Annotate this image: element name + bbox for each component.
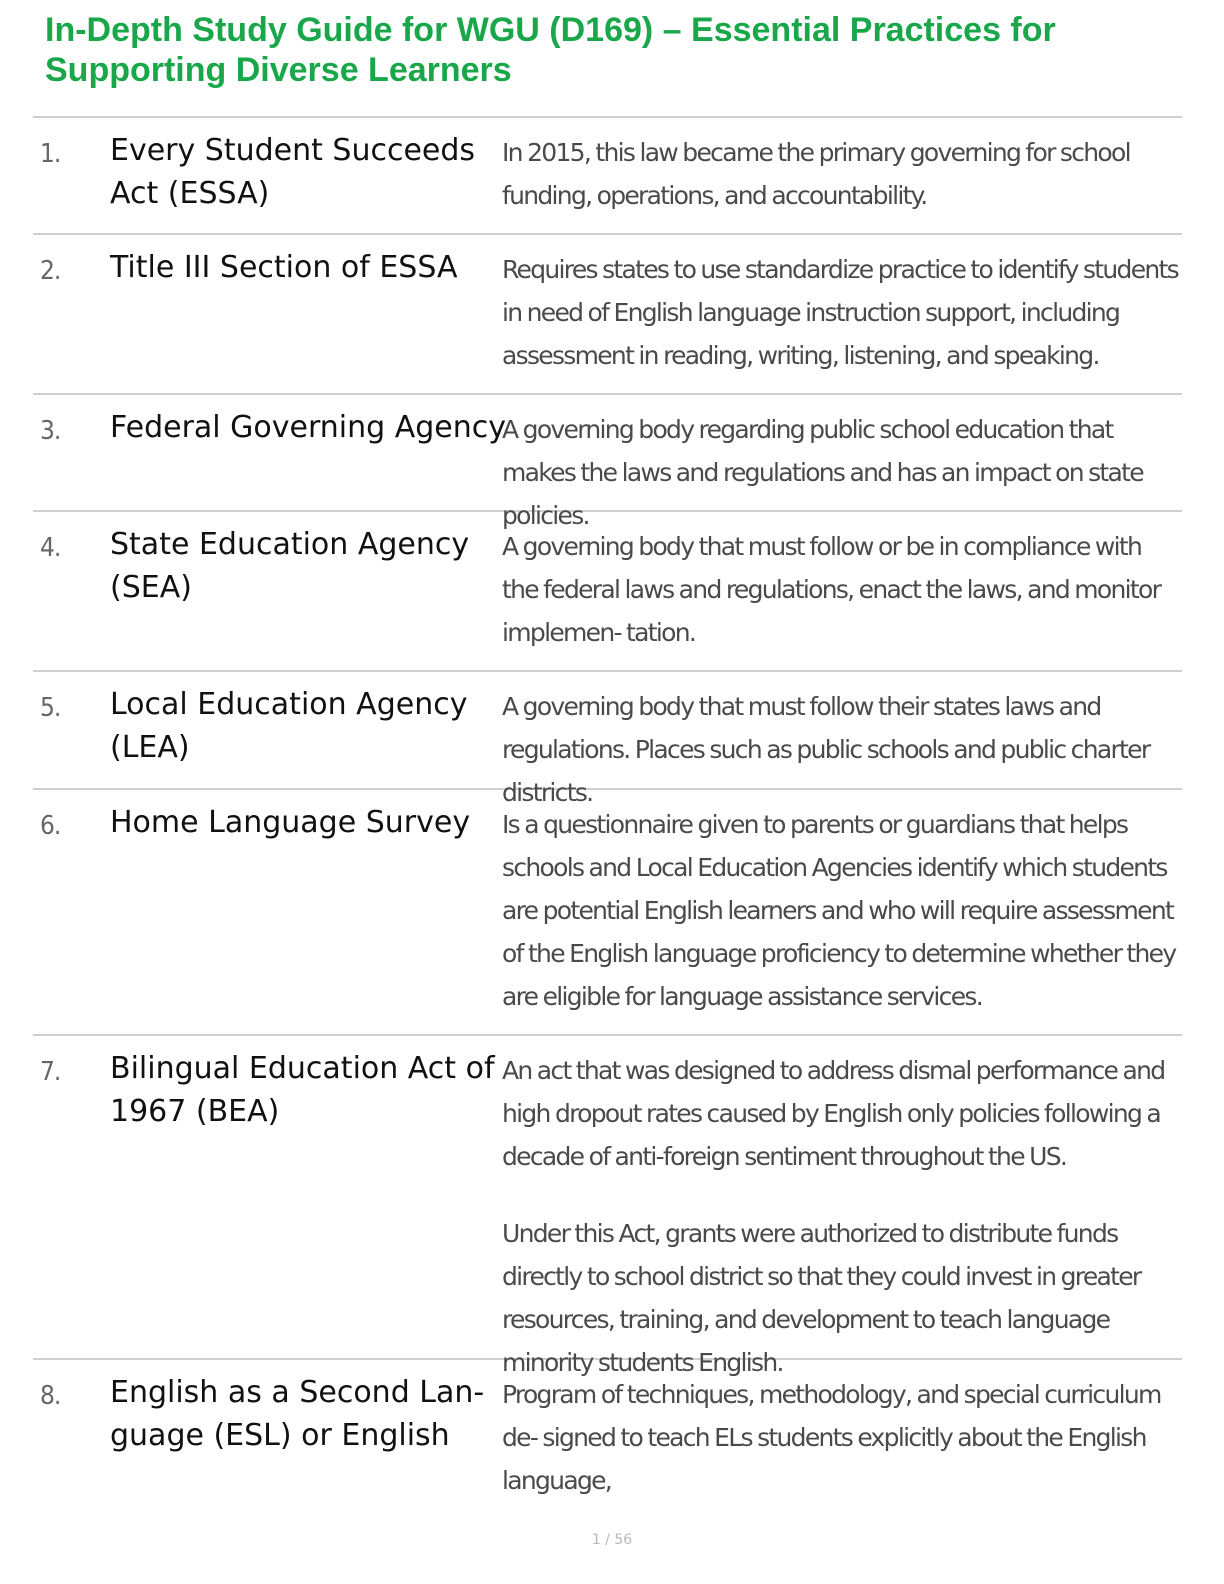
term-row bbox=[33, 395, 1182, 530]
term-definition bbox=[502, 1049, 1182, 1384]
term-number: 1. bbox=[40, 139, 61, 169]
term-name: Home Language Survey bbox=[110, 805, 471, 840]
term-name: Title III Section of ESSA bbox=[110, 250, 458, 285]
term-name: Federal Governing Agency bbox=[110, 410, 507, 445]
term-definition bbox=[502, 131, 1182, 217]
term-row bbox=[33, 512, 1182, 672]
term-number: 5. bbox=[40, 693, 61, 723]
term-row bbox=[33, 790, 1182, 1036]
term-definition bbox=[502, 1373, 1182, 1502]
term-name: Bilingual Education Act of 1967 (BEA) bbox=[110, 1051, 495, 1129]
definition-paragraph: Program of techniques, methodology, and special curriculum de- signed to teach ELs students explicitly about the English language, bbox=[502, 1380, 1161, 1495]
term-name: Local Education Agency (LEA) bbox=[110, 687, 468, 765]
definition-paragraph: Is a questionnaire given to parents or guardians that helps schools and Local Education Agencies identify which students are potential English learners and who will require assessment of the English language proficiency to determine whether they are eligible for language assistance services. bbox=[502, 810, 1176, 1011]
document-title: In-Depth Study Guide for WGU (D169) – Essential Practices for Supporting Diverse Learners bbox=[45, 11, 1056, 89]
term-name: State Education Agency (SEA) bbox=[110, 527, 470, 605]
definition-paragraph: A governing body that must follow or be in compliance with the federal laws and regulations, enact the laws, and monitor implemen- tation. bbox=[502, 532, 1161, 647]
term-row bbox=[33, 1036, 1182, 1377]
term-row bbox=[33, 672, 1182, 807]
definition-paragraph: An act that was designed to address dismal performance and high dropout rates caused by English only policies following a decade of anti-foreign sentiment throughout the US. bbox=[502, 1056, 1165, 1171]
term-number: 3. bbox=[40, 416, 61, 446]
term-number: 2. bbox=[40, 256, 61, 286]
term-row bbox=[33, 118, 1182, 235]
definition-paragraph: Requires states to use standardize practice to identify students in need of English language instruction support, including assessment in reading, writing, listening, and speaking. bbox=[502, 255, 1178, 370]
term-number: 4. bbox=[40, 533, 61, 563]
term-number: 8. bbox=[40, 1381, 61, 1411]
page-indicator: 1 / 56 bbox=[591, 1532, 633, 1548]
definition-paragraph: Under this Act, grants were authorized to distribute funds directly to school district so that they could invest in greater resources, training, and development to teach language minority students English. bbox=[502, 1219, 1141, 1377]
definition-paragraph: In 2015, this law became the primary governing for school funding, operations, and accountability. bbox=[502, 138, 1130, 210]
term-row bbox=[33, 1360, 1182, 1495]
definition-paragraph: A governing body that must follow their states laws and regulations. Places such as public schools and public charter districts. bbox=[502, 692, 1150, 807]
term-number: 7. bbox=[40, 1057, 61, 1087]
term-number: 6. bbox=[40, 811, 61, 841]
term-name: Every Student Succeeds Act (ESSA) bbox=[110, 133, 476, 211]
term-definition bbox=[502, 248, 1182, 377]
term-list bbox=[33, 118, 1182, 1495]
term-row bbox=[33, 235, 1182, 395]
term-definition bbox=[502, 525, 1182, 654]
term-definition bbox=[502, 803, 1182, 1018]
definition-paragraph: A governing body regarding public school education that makes the laws and regulations and has an impact on state policies. bbox=[502, 415, 1143, 530]
term-name: English as a Second Lan- guage (ESL) or English bbox=[110, 1375, 485, 1453]
